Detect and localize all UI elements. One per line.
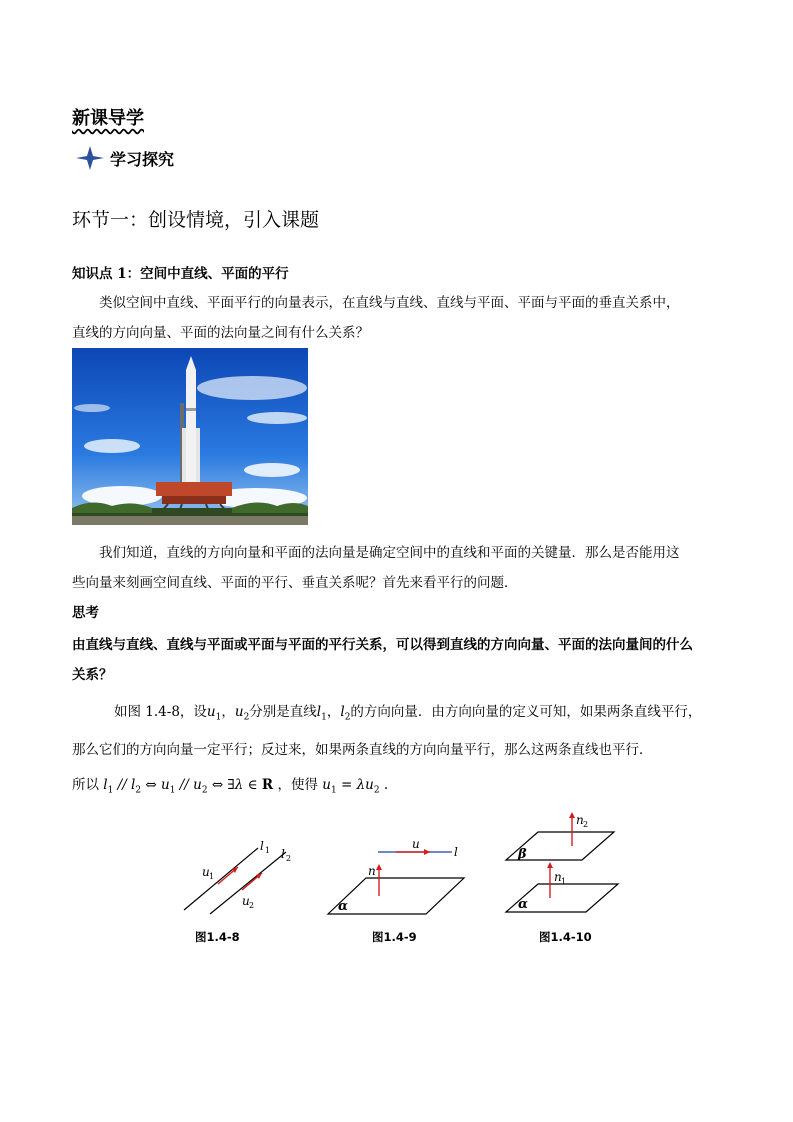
- label-l2-sub: 2: [286, 854, 292, 863]
- intro-paragraph-line1: 类似空间中直线、平面平行的向量表示，在直线与直线、直线与平面、平面与平面的垂直关系中，: [99, 295, 680, 311]
- label-n2-sub: 2: [583, 820, 589, 829]
- caption-fig-1-4-8: 图1.4-8: [195, 930, 240, 944]
- figure-paragraph-line1: 如图 1.4-8，设$u_1$，$u_2$分别是直线$l_1$，$l_2$的方向向量．由方向向量的定义可知，如果两条直线平行，: [114, 704, 702, 723]
- line-l1: [316, 704, 327, 723]
- vector-u1-sub: 1: [215, 712, 222, 723]
- label-u1: u: [202, 865, 210, 879]
- formula-parallel: $l_1 // l_2$ ⇔ $u_1 // u_2$ ⇔ ∃λ ∈ R: [103, 777, 274, 796]
- vector-u2: [234, 704, 250, 723]
- so-suffix: ，使得: [277, 777, 318, 793]
- intro-paragraph-line2: 直线的方向向量、平面的法向量之间有什么关系？: [72, 325, 369, 341]
- label-u1-sub: 1: [209, 872, 215, 881]
- vector-u1-letter: u: [206, 704, 216, 720]
- label-u2-sub: 2: [249, 901, 255, 910]
- label-n1: n: [554, 870, 562, 884]
- vector-u2-letter: u: [234, 704, 244, 720]
- vector-u2-sub: 2: [243, 712, 250, 723]
- rocket-launch-photo: [72, 348, 308, 525]
- vector-u1: [206, 704, 222, 723]
- label-n: n: [368, 864, 376, 878]
- label-u: u: [412, 837, 420, 851]
- label-beta: β: [518, 847, 527, 862]
- know-paragraph-line2: 些向量来刻画空间直线、平面的平行、垂直关系呢？首先来看平行的问题．: [72, 575, 518, 591]
- know-paragraph-line1: 我们知道，直线的方向向量和平面的法向量是确定空间中的直线和平面的关键量．那么是否能用这: [99, 545, 680, 561]
- label-u2: u: [242, 894, 250, 908]
- label-alpha: α: [338, 899, 349, 914]
- formula-lambda: $u_1 = \lambda u_2$: [322, 777, 380, 796]
- new-course-heading: 新课导学: [72, 108, 144, 129]
- label-l: l: [454, 845, 458, 859]
- knowledge-point-title: 知识点 1：空间中直线、平面的平行: [72, 266, 289, 282]
- figure-1-4-8: [180, 838, 310, 916]
- star-icon: [74, 144, 106, 172]
- label-n2: n: [576, 813, 584, 827]
- label-l1: l: [260, 839, 264, 853]
- label-alpha-2: α: [518, 897, 529, 912]
- label-l2: l: [281, 847, 285, 861]
- fig-para-text-b: 分别是直线: [249, 704, 317, 720]
- figure-1-4-9: [326, 830, 468, 920]
- caption-fig-1-4-10: 图1.4-10: [539, 930, 592, 944]
- figure-paragraph-line2: 那么它们的方向向量一定平行；反过来，如果两条直线的方向向量平行，那么这两条直线也平行．: [72, 742, 653, 758]
- figure-1-4-10: [504, 808, 628, 920]
- conclusion-formula-line: 所以 $l_1 // l_2$ ⇔ $u_1 // u_2$ ⇔ ∃λ ∈ R ，使得 $u_1 = \lambda u_2$ .: [72, 777, 389, 796]
- explore-heading: 学习探究: [110, 150, 175, 169]
- fig-para-text-a: 如图 1.4-8，设: [114, 704, 207, 720]
- label-n1-sub: 1: [561, 877, 567, 886]
- fig-para-text-c: 的方向向量．由方向向量的定义可知，如果两条直线平行，: [350, 704, 702, 720]
- line-l1-letter: l: [316, 704, 322, 720]
- so-prefix: 所以: [72, 777, 99, 793]
- line-l2-sub: 2: [344, 712, 351, 723]
- caption-fig-1-4-9: 图1.4-9: [372, 930, 417, 944]
- line-l2: [340, 704, 351, 723]
- line-l2-letter: l: [340, 704, 345, 720]
- section-title: 环节一：创设情境，引入课题: [72, 209, 320, 231]
- think-question-line1: 由直线与直线、直线与平面或平面与平面的平行关系，可以得到直线的方向向量、平面的法向量间的什么: [72, 637, 693, 653]
- label-l1-sub: 1: [265, 846, 271, 855]
- think-label: 思考: [72, 605, 99, 621]
- think-question-line2: 关系？: [72, 667, 113, 683]
- line-l1-sub: 1: [321, 712, 327, 723]
